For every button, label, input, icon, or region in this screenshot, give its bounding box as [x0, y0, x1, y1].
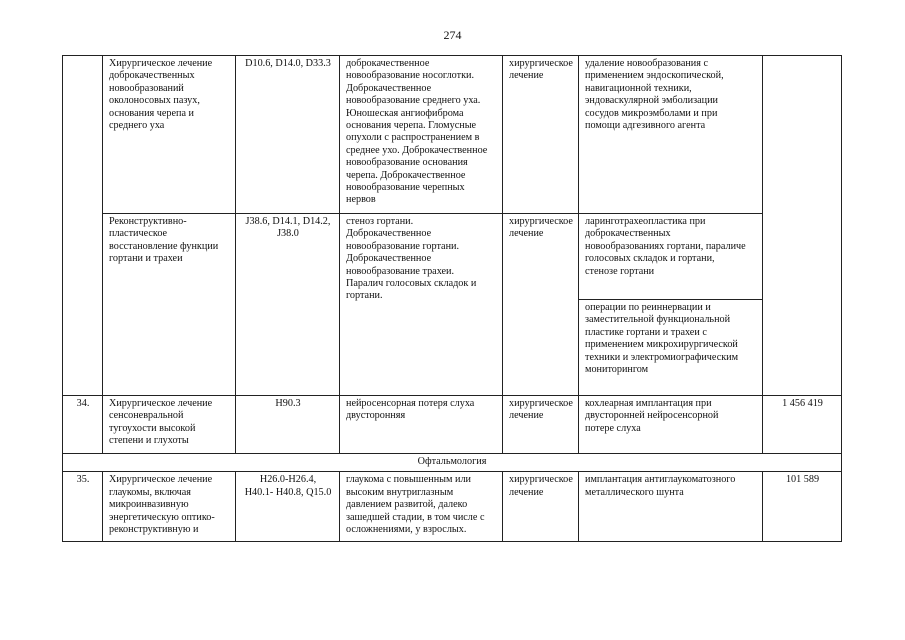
- patient-model: глаукома с повышенным или высоким внутриглазным давлением развитой, далеко зашедшей стадии, в том числе с осложнениями, у взрослых.: [340, 472, 503, 542]
- patient-model: нейросенсорная потеря слуха двусторонняя: [340, 396, 503, 454]
- patient-model: стеноз гортани. Доброкачественное новообразование гортани. Доброкачественное новообразование трахеи. Паралич голосовых складок и гортани.: [340, 214, 503, 396]
- patient-model: доброкачественное новообразование носоглотки. Доброкачественное новообразование среднего уха. Юношеская ангиофиброма основания черепа. Гломусные опухоли с распространением в среднее ухо. Доброкачественное новообразование основания черепа. Доброкачественное новообразование черепных нервов: [340, 56, 503, 214]
- icd-codes: D10.6, D14.0, D33.3: [236, 56, 340, 214]
- treatment-type: хирургическое лечение: [503, 56, 579, 214]
- page-number: 274: [443, 28, 462, 42]
- table-row: [63, 56, 842, 214]
- procedure-name: Хирургическое лечение сенсоневральной тугоухости высокой степени и глухоты: [103, 396, 236, 454]
- treatment-type: хирургическое лечение: [503, 396, 579, 454]
- table-row: [63, 396, 842, 454]
- table-row: [63, 214, 842, 300]
- procedure-name: Хирургическое лечение доброкачественных новообразований околоносовых пазух, основания черепа и среднего уха: [103, 56, 236, 214]
- treatment-method: ларинготрахеопластика при доброкачественных новообразованиях гортани, параличе голосовых складок и гортани, стенозе гортани: [579, 214, 763, 300]
- price: 101 589: [763, 472, 842, 542]
- price: [763, 56, 842, 396]
- treatment-method: операции по реиннервации и заместительной функциональной пластике гортани и трахеи с применением микрохирургической техники и электромиографическим мониторингом: [579, 300, 763, 396]
- icd-codes: H90.3: [236, 396, 340, 454]
- table-row: [63, 472, 842, 542]
- icd-codes: J38.6, D14.1, D14.2, J38.0: [236, 214, 340, 396]
- procedure-name: Хирургическое лечение глаукомы, включая микроинвазивную энергетическую оптико- реконструктивную и: [103, 472, 236, 542]
- treatment-type: хирургическое лечение: [503, 214, 579, 396]
- treatment-method: удаление новообразования с применением эндоскопической, навигационной техники, эндоваскулярной эмболизации сосудов микроэмболами и при помощи адгезивного агента: [579, 56, 763, 214]
- treatment-type: хирургическое лечение: [503, 472, 579, 542]
- section-row: [63, 454, 842, 472]
- price: 1 456 419: [763, 396, 842, 454]
- treatment-method: кохлеарная имплантация при двусторонней нейросенсорной потере слуха: [579, 396, 763, 454]
- row-number: 35.: [63, 472, 103, 542]
- row-number: 34.: [63, 396, 103, 454]
- procedure-name: Реконструктивно- пластическое восстановление функции гортани и трахеи: [103, 214, 236, 396]
- procedures-table: [62, 55, 842, 542]
- treatment-method: имплантация антиглаукоматозного металлического шунта: [579, 472, 763, 542]
- icd-codes: H26.0-H26.4, H40.1- H40.8, Q15.0: [236, 472, 340, 542]
- row-number: [63, 56, 103, 396]
- section-title: Офтальмология: [63, 454, 842, 472]
